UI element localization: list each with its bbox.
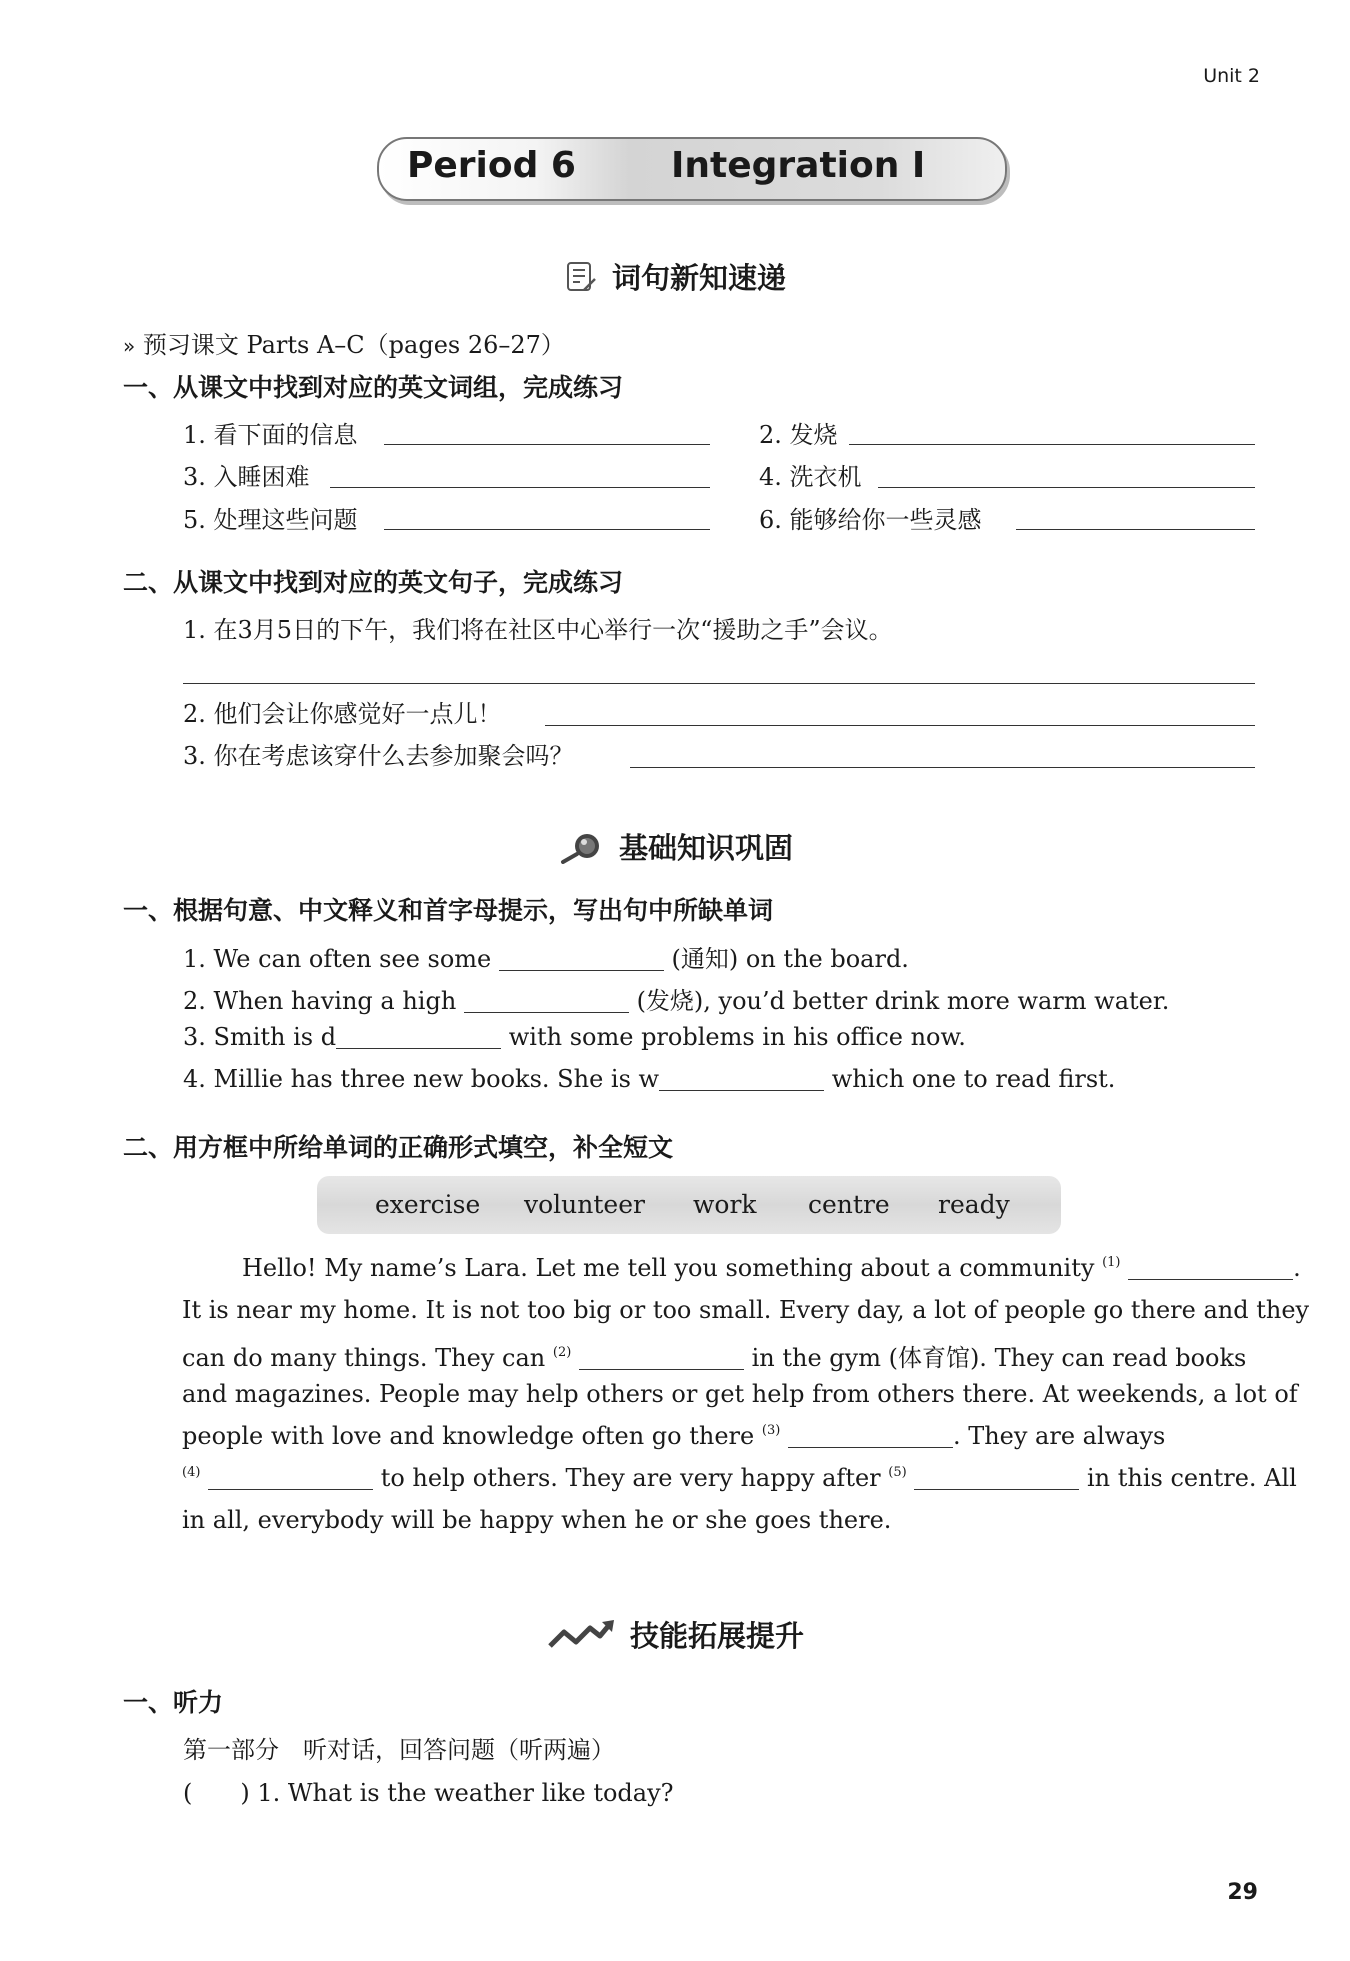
word-box <box>317 1176 1061 1234</box>
sentence-item: 2. 他们会让你感觉好一点儿！ <box>183 700 502 728</box>
fill-item: 1. We can often see some (通知) on the board. <box>183 945 909 973</box>
word-option: ready <box>938 1190 1010 1219</box>
preview-line: » 预习课文 Parts A–C（pages 26–27） <box>123 331 565 359</box>
passage-line: and magazines. People may help others or get help from others there. At weekends, a lot of <box>182 1380 1298 1408</box>
blank-number: (3) <box>761 1423 781 1438</box>
answer-blank[interactable] <box>183 659 1255 684</box>
answer-blank[interactable] <box>384 505 710 530</box>
section-title-text: 技能拓展提升 <box>629 1619 804 1653</box>
answer-blank[interactable] <box>464 988 629 1013</box>
answer-blank[interactable] <box>330 463 710 488</box>
blank-number: (5) <box>888 1465 907 1480</box>
part-heading: 二、用方框中所给单词的正确形式填空，补全短文 <box>123 1133 674 1162</box>
trend-up-icon <box>546 1618 616 1652</box>
fill-item: 3. Smith is d with some problems in his office now. <box>183 1023 966 1051</box>
word-option: exercise <box>375 1190 481 1219</box>
section-title-text: 词句新知速递 <box>611 261 786 295</box>
answer-blank[interactable] <box>659 1066 824 1091</box>
part-heading: 一、听力 <box>123 1688 224 1717</box>
listening-instruction: 第一部分 听对话，回答问题（听两遍） <box>183 1736 615 1764</box>
answer-blank[interactable] <box>630 743 1255 768</box>
answer-blank[interactable] <box>384 420 710 445</box>
phrase-item: 3. 入睡困难 <box>183 463 310 491</box>
phrase-item: 5. 处理这些问题 <box>183 506 358 534</box>
word-option: centre <box>808 1190 890 1219</box>
answer-blank[interactable] <box>336 1024 501 1049</box>
blank-number: (1) <box>1102 1255 1121 1270</box>
notebook-icon <box>564 260 598 294</box>
period-label: Period 6 <box>407 145 576 186</box>
passage-line: $^{(4)}$ to help others. They are very happy after $^{(5)}$ in this centre. All <box>182 1464 1297 1492</box>
answer-blank[interactable] <box>545 701 1255 726</box>
part-heading: 一、从课文中找到对应的英文词组，完成练习 <box>123 373 624 402</box>
blank-number: (2) <box>552 1345 572 1360</box>
phrase-item: 2. 发烧 <box>759 421 838 449</box>
unit-label: Unit 2 <box>1203 65 1260 87</box>
question-item: ( ) 1. What is the weather like today? <box>183 1779 674 1807</box>
answer-blank[interactable] <box>849 420 1255 445</box>
page-number: 29 <box>1227 1880 1258 1905</box>
word-option: work <box>693 1190 757 1219</box>
section-title-skills <box>0 1614 1350 1655</box>
answer-blank[interactable] <box>788 1423 953 1448</box>
answer-blank[interactable] <box>208 1465 373 1490</box>
section-title-text: 基础知识巩固 <box>618 831 793 865</box>
sentence-item: 1. 在3月5日的下午，我们将在社区中心举行一次“援助之手”会议。 <box>183 616 893 644</box>
phrase-item: 1. 看下面的信息 <box>183 421 358 449</box>
section-title-basics <box>0 826 1350 867</box>
period-title: Integration I <box>671 145 926 186</box>
magnifier-icon <box>557 830 605 864</box>
answer-blank[interactable] <box>1128 1255 1293 1280</box>
word-option: volunteer <box>524 1190 645 1219</box>
answer-blank[interactable] <box>878 463 1255 488</box>
passage-line: people with love and knowledge often go there $^{(3)}$ . They are always <box>182 1422 1166 1450</box>
phrase-item: 6. 能够给你一些灵感 <box>759 506 982 534</box>
part-heading: 二、从课文中找到对应的英文句子，完成练习 <box>123 568 624 597</box>
passage-line: in all, everybody will be happy when he or she goes there. <box>182 1506 892 1534</box>
fill-item: 2. When having a high (发烧), you’d better drink more warm water. <box>183 987 1170 1015</box>
sentence-item: 3. 你在考虑该穿什么去参加聚会吗？ <box>183 742 574 770</box>
section-title-vocab <box>0 256 1350 297</box>
answer-blank[interactable] <box>579 1345 744 1370</box>
period-banner <box>377 137 1007 201</box>
answer-blank[interactable] <box>914 1465 1079 1490</box>
answer-blank[interactable] <box>1016 505 1255 530</box>
passage-line: Hello! My name’s Lara. Let me tell you something about a community $^{(1)}$ . <box>242 1254 1301 1282</box>
phrase-item: 4. 洗衣机 <box>759 463 862 491</box>
passage-line: can do many things. They can $^{(2)}$ in the gym (体育馆). They can read books <box>182 1344 1247 1372</box>
fill-item: 4. Millie has three new books. She is w which one to read first. <box>183 1065 1116 1093</box>
answer-blank[interactable] <box>499 946 664 971</box>
passage-line: It is near my home. It is not too big or too small. Every day, a lot of people go there and they <box>182 1296 1310 1324</box>
blank-number: (4) <box>182 1465 201 1480</box>
part-heading: 一、根据句意、中文释义和首字母提示，写出句中所缺单词 <box>123 896 774 925</box>
preview-text: 预习课文 Parts A–C（pages 26–27） <box>142 331 565 359</box>
